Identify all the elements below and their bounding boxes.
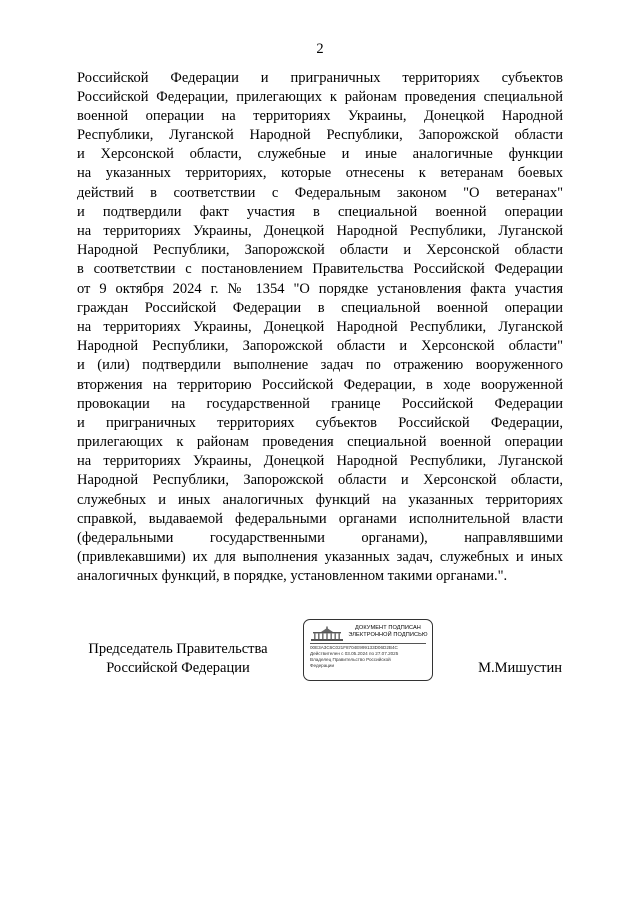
body-text xyxy=(77,69,563,587)
body-text-line: действий в соответствии с Федеральным законом "О ветеранах" xyxy=(77,184,563,201)
body-text-line: и подтвердили факт участия в специальной военной операции xyxy=(77,203,563,220)
stamp-heading-line2: ЭЛЕКТРОННОЙ ПОДПИСЬЮ xyxy=(348,632,428,638)
stamp-details xyxy=(310,645,428,669)
body-text-line: граждан Российской Федерации в специальной военной операции xyxy=(77,299,563,316)
body-text-line: на указанных территориях, которые отнесены к ветеранам боевых xyxy=(77,165,563,182)
stamp-heading xyxy=(346,625,430,639)
stamp-owner-line2: Федерации xyxy=(310,663,335,668)
body-text-line: на территориях Украины, Донецкой Народной Республики, Луганской xyxy=(77,318,563,335)
stamp-certificate: 00E3A3C6C021F8704E999133D06D2B4C xyxy=(310,645,398,650)
body-text-line: аналогичных функций, в порядке, установленном такими органами.". xyxy=(77,568,508,585)
stamp-owner-line1: Владелец Правительство Российской xyxy=(310,657,391,662)
government-building-icon xyxy=(310,626,344,642)
body-text-line: Народной Республики, Запорожской области и Херсонской области, xyxy=(77,472,563,489)
stamp-validity: Действителен с 03.05.2024 по 27.07.2025 xyxy=(310,651,399,656)
body-text-line: от 9 октября 2024 г. № 1354 "О порядке установления факта участия xyxy=(77,280,563,297)
signer-title-line2: Российской Федерации xyxy=(106,660,250,676)
body-text-line: (федеральными государственными органами), направлявшими xyxy=(77,530,563,546)
body-text-line: в соответствии с постановлением Правительства Российской Федерации xyxy=(77,261,563,278)
body-text-line: Российской Федерации, прилегающих к районам проведения специальной xyxy=(77,88,563,105)
body-text-line: (привлекавшими) их для выполнения указанных задач, служебных и иных xyxy=(77,549,563,566)
signer-name: М.Мишустин xyxy=(478,660,562,676)
body-text-line: и (или) подтвердили выполнение задач по отражению вооруженного xyxy=(77,357,563,374)
body-text-line: провокации на государственной границе Российской Федерации xyxy=(77,395,563,412)
body-text-line: и Херсонской области, служебные и иные аналогичные функции xyxy=(77,146,563,163)
body-text-line: справкой, выдаваемой федеральными органами исполнительной власти xyxy=(77,510,563,527)
body-text-line: Народной Республики, Запорожской области и Херсонской области" xyxy=(77,338,563,355)
body-text-line: вторжения на территорию Российской Федерации, в ходе вооруженной xyxy=(77,376,563,393)
body-text-line: служебных и иных аналогичных функций на указанных территориях xyxy=(77,491,563,508)
body-text-line: Республики, Луганской Народной Республики, Запорожской области xyxy=(77,127,563,144)
body-text-line: и приграничных территориях субъектов Российской Федерации, xyxy=(77,414,563,431)
body-text-line: прилегающих к районам проведения специальной военной операции xyxy=(77,434,563,451)
electronic-signature-stamp xyxy=(303,619,433,681)
signer-title xyxy=(78,640,278,678)
body-text-line: на территориях Украины, Донецкой Народной Республики, Луганской xyxy=(77,453,563,470)
stamp-divider xyxy=(310,643,426,644)
stamp-heading-line1: ДОКУМЕНТ ПОДПИСАН xyxy=(355,625,421,631)
body-text-line: Народной Республики, Запорожской области и Херсонской области xyxy=(77,242,563,259)
body-text-line: на территориях Украины, Донецкой Народной Республики, Луганской xyxy=(77,223,563,239)
body-text-line: военной операции на территориях Украины, Донецкой Народной xyxy=(77,107,563,124)
page-number: 2 xyxy=(316,41,324,57)
body-text-line: Российской Федерации и приграничных территориях субъектов xyxy=(77,69,563,86)
signer-title-line1: Председатель Правительства xyxy=(88,641,268,657)
